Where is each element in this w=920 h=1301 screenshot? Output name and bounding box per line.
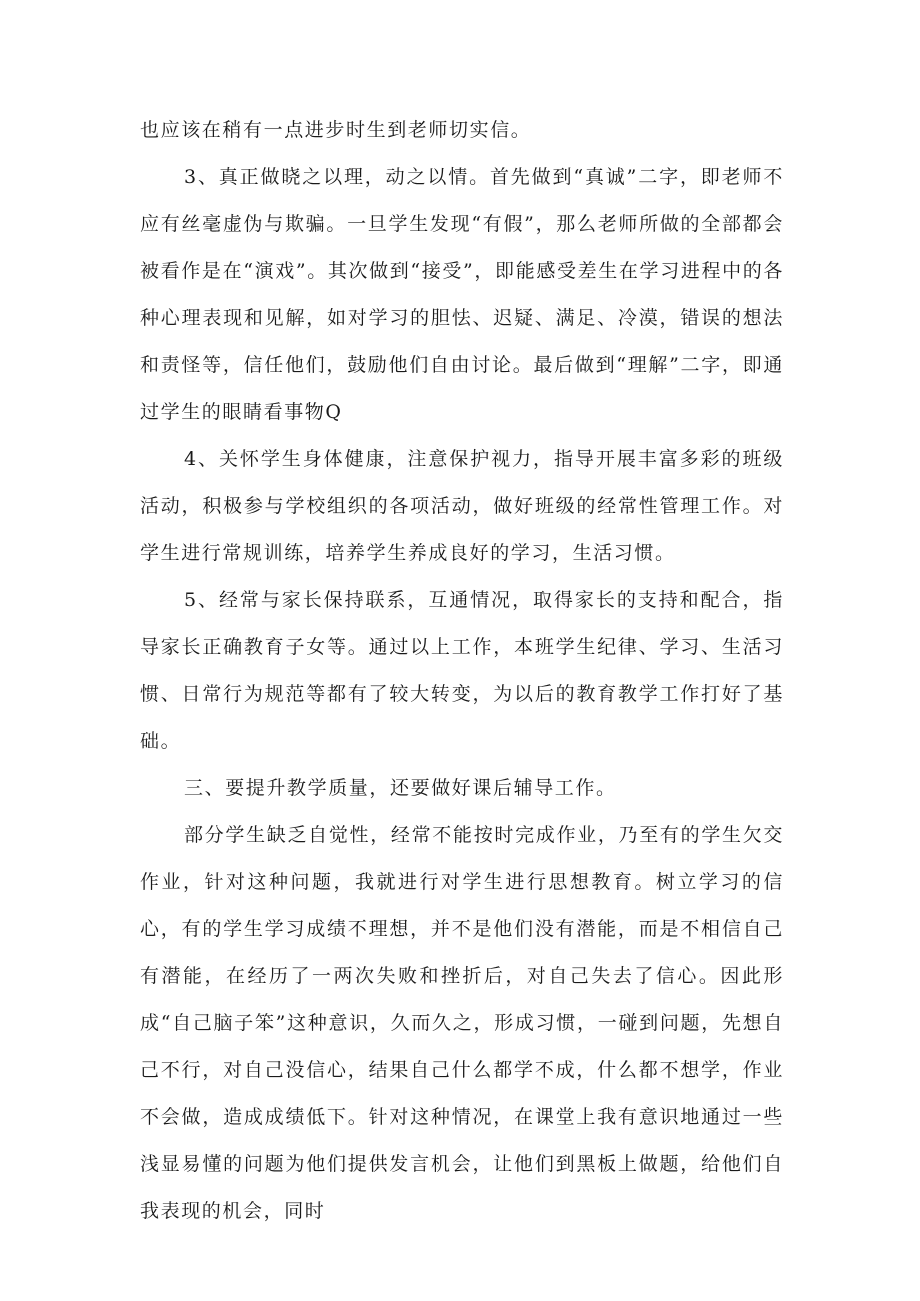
paragraph-homework-guidance: 部分学生缺乏自觉性，经常不能按时完成作业，乃至有的学生欠交作业，针对这种问题，我就进行对学生进行思想教育。树立学习的信心，有的学生学习成绩不理想，并不是他们没有潜能，而是不相信自己有潜能，在经历了一两次失败和挫折后，对自己失去了信心。因此形成“自己脑子笨”这种意识，久而久之，形成习惯，一碰到问题，先想自己不行，对自己没信心，结果自己什么都学不成，什么都不想学，作业不会做，造成成绩低下。针对这种情况，在课堂上我有意识地通过一些浅显易懂的问题为他们提供发言机会，让他们到黑板上做题，给他们自我表现的机会，同时 [140, 824, 784, 1222]
section-heading-3: 三、要提升教学质量，还要做好课后辅导工作。 [184, 777, 617, 799]
paragraph-item-3: 3、真正做晓之以理，动之以情。首先做到“真诚”二字，即老师不应有丝毫虚伪与欺骗。一旦学生发现“有假”，那么老师所做的全部都会被看作是在“演戏”。其次做到“接受”，即能感受差生在学习进程中的各种心理表现和见解，如对学习的胆怯、迟疑、满足、冷漠，错误的想法和责怪等，信任他们，鼓励他们自由讨论。最后做到“理解”二字，即通过学生的眼睛看事物Q [140, 166, 784, 423]
document-body [140, 107, 784, 1235]
paragraph-item-4: 4、关怀学生身体健康，注意保护视力，指导开展丰富多彩的班级活动，积极参与学校组织的各项活动，做好班级的经常性管理工作。对学生进行常规训练，培养学生养成良好的学习，生活习惯。 [140, 448, 784, 564]
paragraph-item-5: 5、经常与家长保持联系，互通情况，取得家长的支持和配合，指导家长正确教育子女等。通过以上工作，本班学生纪律、学习、生活习惯、日常行为规范等都有了较大转变，为以后的教育教学工作打好了基础。 [140, 589, 784, 752]
paragraph-continuation: 也应该在稍有一点进步时生到老师切实信。 [140, 119, 532, 141]
